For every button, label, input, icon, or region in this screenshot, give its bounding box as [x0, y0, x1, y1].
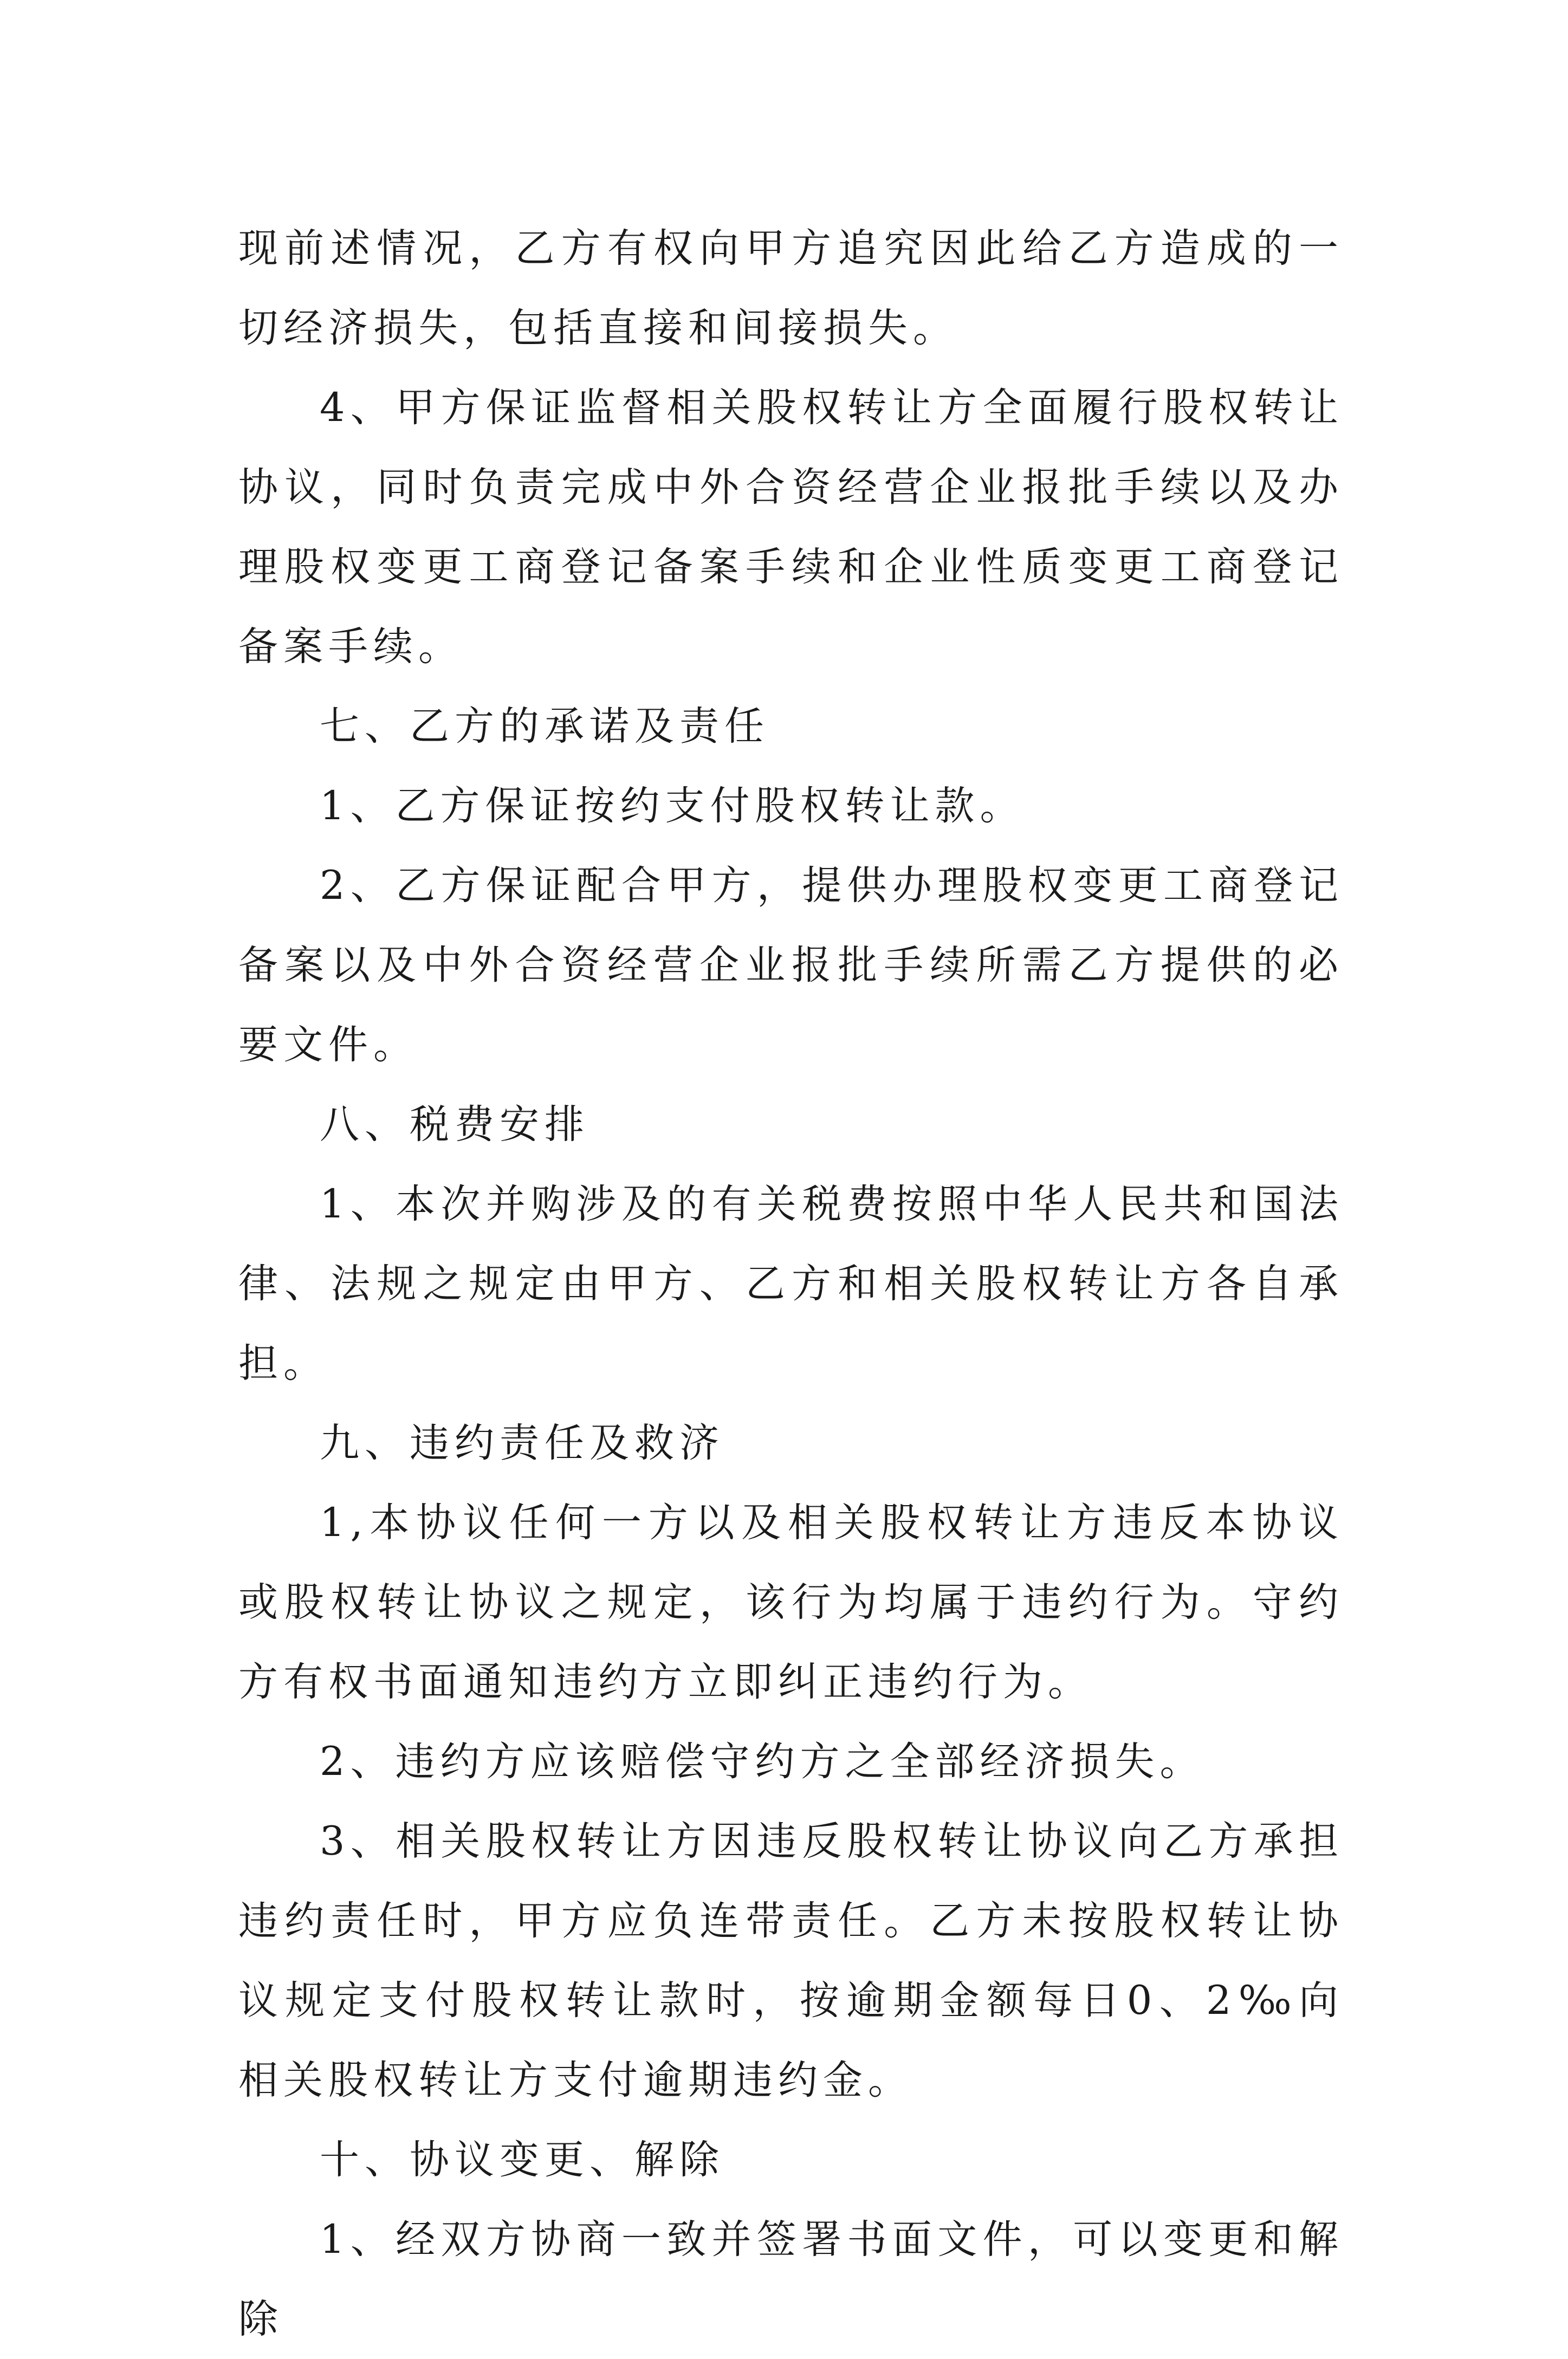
section-heading: 七、乙方的承诺及责任 — [320, 703, 769, 749]
paragraph: 3、相关股权转让方因违反股权转让协议向乙方承担违约责任时，甲方应负连带责任。乙方未按股权转让协议规定支付股权转让款时，按逾期金额每日0、2‰向相关股权转让方支付逾期违约金。 — [238, 1818, 1344, 2103]
paragraph: 1、乙方保证按约支付股权转让款。 — [320, 783, 1025, 829]
paragraph: 1、本次并购涉及的有关税费按照中华人民共和国法律、法规之规定由甲方、乙方和相关股权转让方各自承担。 — [238, 1181, 1344, 1386]
paragraph: 2、乙方保证配合甲方，提供办理股权变更工商登记备案以及中外合资经营企业报批手续所需乙方提供的必要文件。 — [238, 863, 1344, 1068]
section-heading: 九、违约责任及救济 — [320, 1420, 724, 1466]
document-body — [238, 209, 1344, 2359]
section-heading: 十、协议变更、解除 — [320, 2137, 724, 2183]
paragraph: 1、经双方协商一致并签署书面文件，可以变更和解除 — [238, 2217, 1344, 2342]
paragraph: 现前述情况，乙方有权向甲方追究因此给乙方造成的一切经济损失，包括直接和间接损失。 — [238, 225, 1344, 351]
paragraph: 2、违约方应该赔偿守约方之全部经济损失。 — [320, 1739, 1205, 1785]
section-heading: 八、税费安排 — [320, 1101, 589, 1148]
paragraph: 1,本协议任何一方以及相关股权转让方违反本协议或股权转让协议之规定，该行为均属于违约行为。守约方有权书面通知违约方立即纠正违约行为。 — [238, 1500, 1344, 1705]
paragraph: 4、甲方保证监督相关股权转让方全面履行股权转让协议，同时负责完成中外合资经营企业报批手续以及办理股权变更工商登记备案手续和企业性质变更工商登记备案手续。 — [238, 385, 1344, 670]
